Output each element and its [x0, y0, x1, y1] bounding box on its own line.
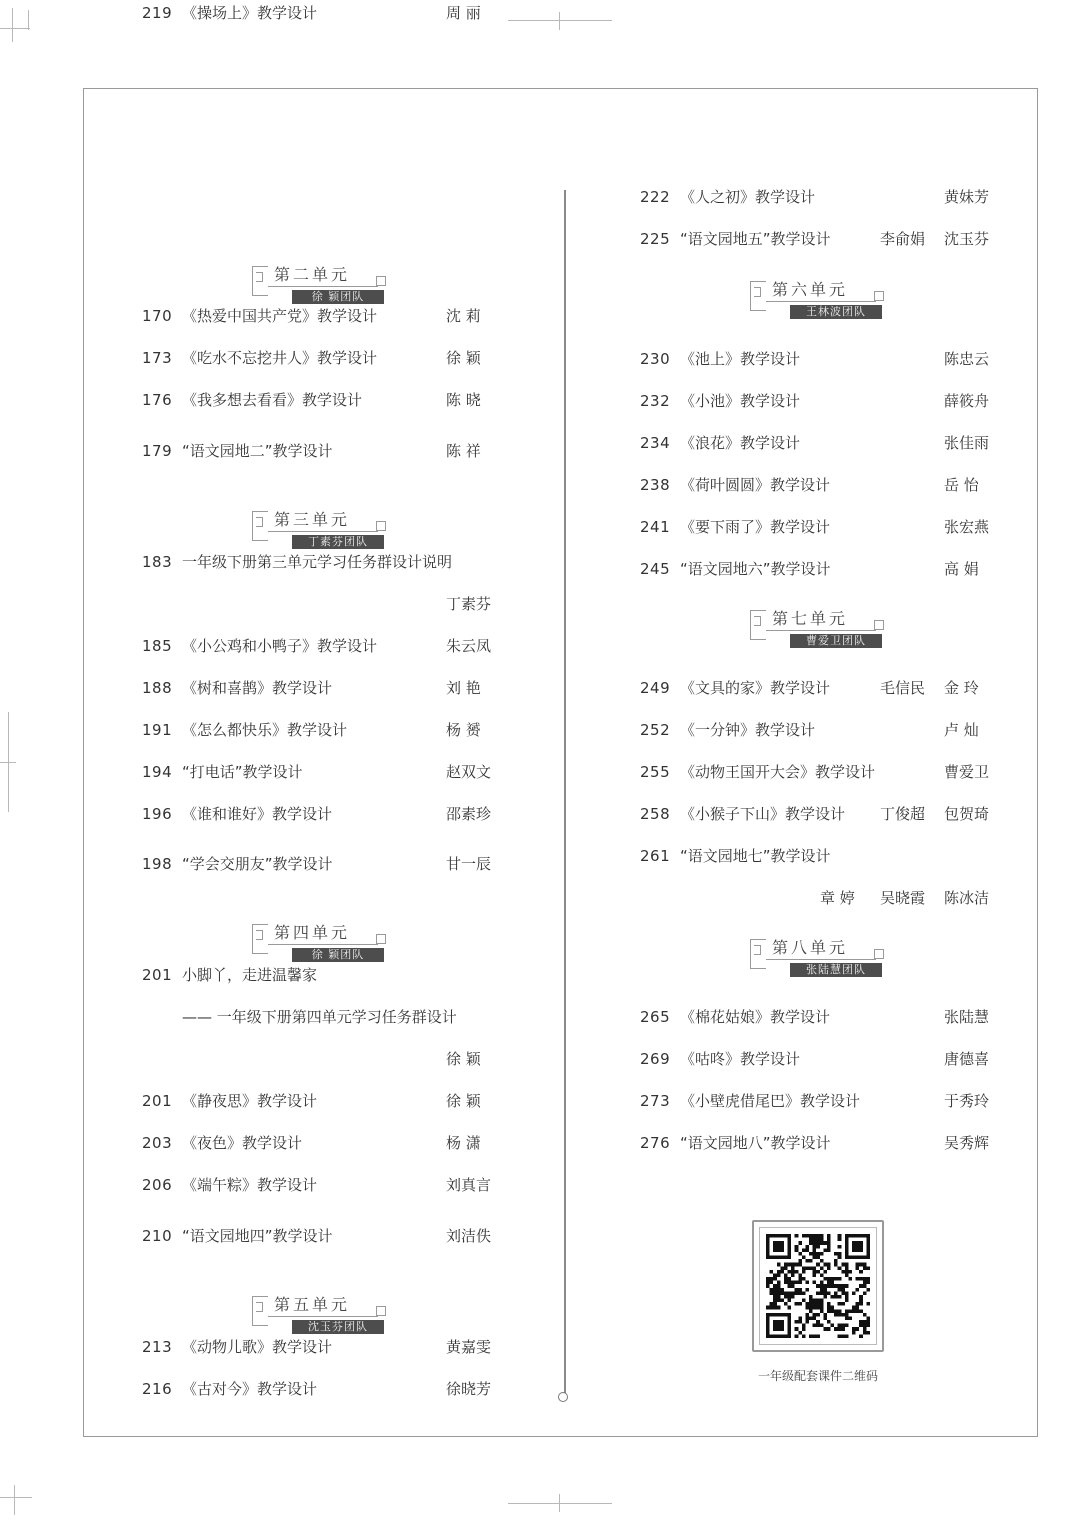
unit-heading	[252, 507, 392, 555]
entry-title: 《热爱中国共产党》教学设计	[182, 307, 378, 325]
page-number: 238	[640, 476, 671, 494]
page-number: 269	[640, 1050, 671, 1068]
page-number: 252	[640, 721, 671, 739]
entry-author: 张陆慧	[944, 1008, 990, 1026]
entry-author: 黄嘉雯	[446, 1338, 492, 1356]
toc-entry[interactable]	[640, 184, 1000, 210]
toc-entry[interactable]	[142, 717, 502, 743]
entry-author: 陈 晓	[446, 391, 481, 409]
toc-entry[interactable]	[640, 556, 1000, 582]
entry-title: 小脚丫，走进温馨家	[182, 966, 318, 984]
unit-title: 第三单元	[274, 510, 351, 529]
crop-mark	[28, 10, 29, 30]
unit-title: 第四单元	[274, 923, 351, 942]
entry-author: 杨 赟	[446, 721, 481, 739]
entry-title: 《操场上》教学设计	[182, 4, 318, 22]
page-number: 241	[640, 518, 671, 536]
entry-author: 张佳雨	[944, 434, 990, 452]
entry-author: 赵双文	[446, 763, 492, 781]
page-number: 225	[640, 230, 671, 248]
entry-title: 《小猴子下山》教学设计	[680, 805, 846, 823]
crop-mark	[508, 20, 612, 21]
toc-entry[interactable]	[640, 430, 1000, 456]
entry-author-secondary: 丁俊超	[880, 805, 926, 823]
entry-author: 卢 灿	[944, 721, 979, 739]
page-number: 245	[640, 560, 671, 578]
entry-title: “打电话”教学设计	[182, 763, 303, 781]
entry-author: 沈 莉	[446, 307, 481, 325]
crop-mark	[0, 28, 30, 29]
crop-mark	[12, 8, 13, 42]
entry-author: 高 娟	[944, 560, 979, 578]
entry-author: 沈玉芬	[944, 230, 990, 248]
ornament-icon	[874, 620, 884, 630]
unit-rule	[268, 1316, 378, 1317]
page-number: 230	[640, 350, 671, 368]
entry-author-secondary: 李俞娟	[880, 230, 926, 248]
unit-team-badge: 徐 颖团队	[292, 290, 384, 304]
entry-author: 于秀玲	[944, 1092, 990, 1110]
entry-author: 邵素珍	[446, 805, 492, 823]
unit-heading	[750, 277, 890, 325]
unit-heading	[750, 606, 890, 654]
page-number: 265	[640, 1008, 671, 1026]
entry-title: 《要下雨了》教学设计	[680, 518, 831, 536]
toc-entry[interactable]	[142, 438, 502, 464]
entry-author: 刘真言	[446, 1176, 492, 1194]
entry-title: 《静夜思》教学设计	[182, 1092, 318, 1110]
toc-entry[interactable]	[640, 1088, 1000, 1114]
ornament-icon	[252, 266, 268, 296]
page-number: 261	[640, 847, 671, 865]
entry-title: 《小公鸡和小鸭子》教学设计	[182, 637, 378, 655]
entry-title: 《一分钟》教学设计	[680, 721, 816, 739]
entry-author: 刘洁佚	[446, 1227, 492, 1245]
unit-heading	[252, 920, 392, 968]
unit-rule	[268, 944, 378, 945]
entry-title: 《棉花姑娘》教学设计	[680, 1008, 831, 1026]
entry-author: 朱云凤	[446, 637, 492, 655]
toc-entry[interactable]	[640, 1004, 1000, 1030]
entry-title: 《荷叶圆圆》教学设计	[680, 476, 831, 494]
unit-title: 第二单元	[274, 265, 351, 284]
entry-author: 岳 怡	[944, 476, 979, 494]
entry-title: 《怎么都快乐》教学设计	[182, 721, 348, 739]
ornament-icon	[252, 1296, 268, 1326]
toc-entry[interactable]	[142, 962, 502, 988]
page-number: 201	[142, 1092, 173, 1110]
unit-rule	[766, 301, 876, 302]
toc-entry[interactable]	[142, 759, 502, 785]
toc-entry[interactable]	[142, 1376, 502, 1402]
entry-title: “语文园地四”教学设计	[182, 1227, 333, 1245]
entry-title: 《树和喜鹊》教学设计	[182, 679, 333, 697]
page-number: 222	[640, 188, 671, 206]
toc-entry[interactable]	[640, 472, 1000, 498]
page-number: 255	[640, 763, 671, 781]
entry-title: 《端午粽》教学设计	[182, 1176, 318, 1194]
page-number: 219	[142, 4, 173, 22]
entry-author: 陈 祥	[446, 442, 481, 460]
unit-team-badge: 王林波团队	[790, 305, 882, 319]
toc-entry[interactable]	[142, 1223, 502, 1249]
ornament-icon	[750, 281, 766, 311]
unit-title: 第六单元	[772, 280, 849, 299]
entry-title: 《夜色》教学设计	[182, 1134, 303, 1152]
entry-title: 《小池》教学设计	[680, 392, 801, 410]
page-number: 198	[142, 855, 173, 873]
entry-author: 曹爱卫	[944, 763, 990, 781]
entry-title: 《文具的家》教学设计	[680, 679, 831, 697]
toc-author-line	[142, 1046, 502, 1072]
entry-title: 《动物儿歌》教学设计	[182, 1338, 333, 1356]
entry-author: 薛筱舟	[944, 392, 990, 410]
entry-author: 周 丽	[446, 4, 481, 22]
toc-entry[interactable]	[640, 759, 1000, 785]
crop-mark	[14, 1485, 15, 1515]
unit-team-badge: 徐 颖团队	[292, 948, 384, 962]
entry-title: 《我多想去看看》教学设计	[182, 391, 363, 409]
column-divider	[564, 190, 566, 1395]
toc-entry[interactable]	[142, 345, 502, 371]
entry-author: 徐 颖	[446, 349, 481, 367]
entry-title: 《动物王国开大会》教学设计	[680, 763, 876, 781]
entry-author: 吴晓霞	[880, 889, 926, 907]
ornament-icon	[874, 949, 884, 959]
entry-author: 黄妹芳	[944, 188, 990, 206]
unit-team-badge: 张陆慧团队	[790, 963, 882, 977]
entry-title: 《谁和谁好》教学设计	[182, 805, 333, 823]
entry-author: 金 玲	[944, 679, 979, 697]
toc-entry[interactable]	[142, 675, 502, 701]
toc-entry[interactable]	[142, 851, 502, 877]
unit-heading	[252, 1292, 392, 1340]
page-number: 258	[640, 805, 671, 823]
toc-entry[interactable]	[142, 303, 502, 329]
entry-author: 张宏燕	[944, 518, 990, 536]
crop-mark	[0, 1497, 32, 1498]
ornament-icon	[252, 511, 268, 541]
unit-team-badge: 曹爱卫团队	[790, 634, 882, 648]
entry-title: 《浪花》教学设计	[680, 434, 801, 452]
entry-author: 丁素芬	[446, 595, 492, 613]
page-number: 234	[640, 434, 671, 452]
toc-entry[interactable]	[142, 1334, 502, 1360]
toc-entry[interactable]	[640, 675, 1000, 701]
crop-mark	[559, 1494, 560, 1512]
page-number: 185	[142, 637, 173, 655]
crop-mark	[8, 712, 9, 812]
entry-title: “语文园地二”教学设计	[182, 442, 333, 460]
ornament-icon	[376, 276, 386, 286]
toc-entry[interactable]	[142, 1172, 502, 1198]
page-number: 203	[142, 1134, 173, 1152]
toc-entry[interactable]	[142, 633, 502, 659]
unit-rule	[766, 959, 876, 960]
page-number: 232	[640, 392, 671, 410]
page-number: 191	[142, 721, 173, 739]
entry-author: 徐 颖	[446, 1050, 481, 1068]
page-number: 273	[640, 1092, 671, 1110]
entry-title: 《小壁虎借尾巴》教学设计	[680, 1092, 861, 1110]
page-number: 170	[142, 307, 173, 325]
entry-title: “语文园地五”教学设计	[680, 230, 831, 248]
unit-team-badge: 丁素芬团队	[292, 535, 384, 549]
ornament-icon	[376, 934, 386, 944]
page-number: 249	[640, 679, 671, 697]
ornament-icon	[252, 924, 268, 954]
ornament-icon	[376, 1306, 386, 1316]
entry-title: 《吃水不忘挖井人》教学设计	[182, 349, 378, 367]
qr-caption: 一年级配套课件二维码	[757, 1369, 878, 1383]
entry-author: 陈冰洁	[944, 889, 990, 907]
page-number: 216	[142, 1380, 173, 1398]
entry-author: 吴秀辉	[944, 1134, 990, 1152]
page-number: 188	[142, 679, 173, 697]
toc-entry[interactable]	[142, 1130, 502, 1156]
page-number: 196	[142, 805, 173, 823]
entry-title: 《池上》教学设计	[680, 350, 801, 368]
entry-title: “语文园地八”教学设计	[680, 1134, 831, 1152]
entry-title: 《古对今》教学设计	[182, 1380, 318, 1398]
toc-entry[interactable]	[640, 801, 1000, 827]
entry-author: 陈忠云	[944, 350, 990, 368]
toc-entry[interactable]	[640, 514, 1000, 540]
page-number: 276	[640, 1134, 671, 1152]
ornament-icon	[376, 521, 386, 531]
page-number: 194	[142, 763, 173, 781]
unit-team-badge: 沈玉芬团队	[292, 1320, 384, 1334]
entry-author: 包贺琦	[944, 805, 990, 823]
unit-rule	[766, 630, 876, 631]
entry-title: “语文园地七”教学设计	[680, 847, 831, 865]
entry-author: 唐德喜	[944, 1050, 990, 1068]
unit-heading	[750, 935, 890, 983]
page-number: 201	[142, 966, 173, 984]
unit-rule	[268, 286, 378, 287]
entry-title: 《人之初》教学设计	[680, 188, 816, 206]
toc-author-line	[142, 591, 502, 617]
toc-entry[interactable]	[142, 801, 502, 827]
unit-rule	[268, 531, 378, 532]
entry-author: 章 婷	[820, 889, 855, 907]
toc-author-line	[640, 885, 1000, 911]
entry-author: 徐 颖	[446, 1092, 481, 1110]
unit-title: 第五单元	[274, 1295, 351, 1314]
toc-entry[interactable]	[640, 1130, 1000, 1156]
page-number: 173	[142, 349, 173, 367]
page-number: 213	[142, 1338, 173, 1356]
page-number: 210	[142, 1227, 173, 1245]
toc-entry[interactable]	[142, 549, 502, 575]
ornament-icon	[750, 939, 766, 969]
page-number: 179	[142, 442, 173, 460]
toc-entry[interactable]	[142, 387, 502, 413]
qr-code-panel[interactable]	[752, 1220, 884, 1352]
unit-title: 第八单元	[772, 938, 849, 957]
entry-title: “学会交朋友”教学设计	[182, 855, 333, 873]
entry-author-secondary: 毛信民	[880, 679, 926, 697]
entry-title: “语文园地六”教学设计	[680, 560, 831, 578]
toc-entry[interactable]	[640, 388, 1000, 414]
entry-author: 刘 艳	[446, 679, 481, 697]
toc-entry[interactable]	[142, 0, 502, 26]
entry-title: 《咕咚》教学设计	[680, 1050, 801, 1068]
page-number: 176	[142, 391, 173, 409]
toc-entry[interactable]	[640, 226, 1000, 252]
qr-code-icon[interactable]	[766, 1234, 870, 1338]
toc-entry[interactable]	[640, 346, 1000, 372]
toc-entry[interactable]	[640, 717, 1000, 743]
page-number: 183	[142, 553, 173, 571]
crop-mark	[508, 1503, 612, 1504]
entry-subtitle: —— 一年级下册第四单元学习任务群设计	[182, 1008, 457, 1026]
entry-author: 甘一辰	[446, 855, 492, 873]
toc-author-line	[142, 1004, 502, 1030]
toc-entry[interactable]	[640, 843, 1000, 869]
entry-author: 杨 潇	[446, 1134, 481, 1152]
entry-author: 徐晓芳	[446, 1380, 492, 1398]
ornament-icon	[750, 610, 766, 640]
entry-title: 一年级下册第三单元学习任务群设计说明	[182, 553, 453, 571]
divider-end-circle	[558, 1392, 568, 1402]
crop-mark	[559, 12, 560, 30]
toc-entry[interactable]	[142, 1088, 502, 1114]
ornament-icon	[874, 291, 884, 301]
toc-entry[interactable]	[640, 1046, 1000, 1072]
unit-title: 第七单元	[772, 609, 849, 628]
page-number: 206	[142, 1176, 173, 1194]
